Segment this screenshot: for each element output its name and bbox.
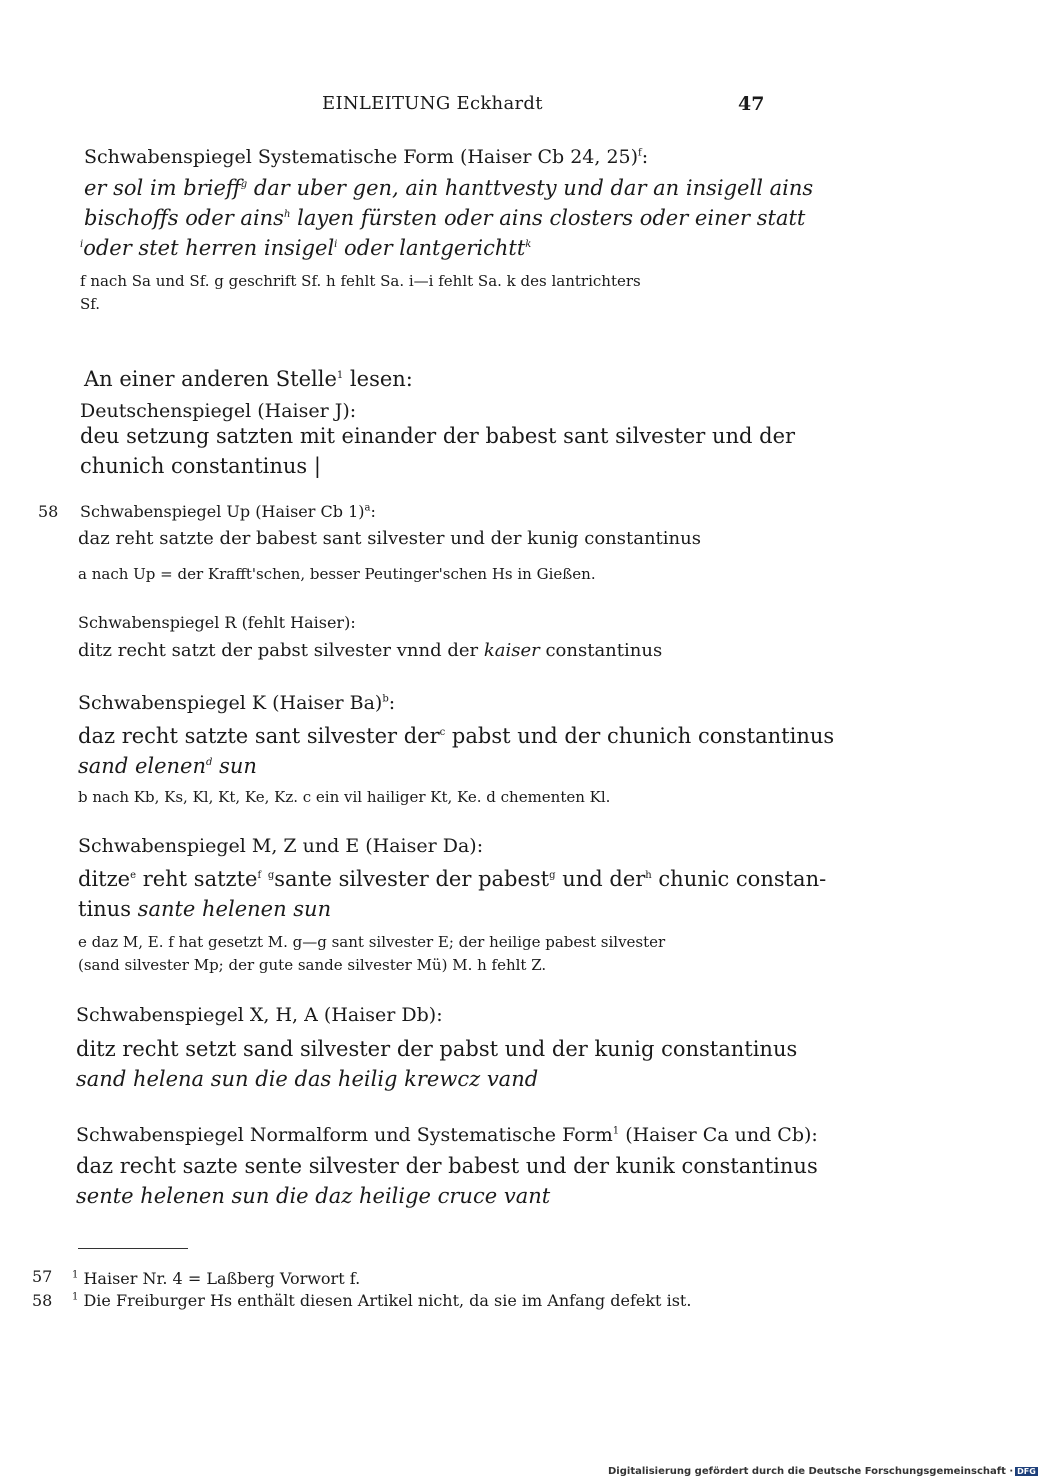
apparatus-note: a nach Up = der Krafft'schen, besser Peutinger'schen Hs in Gießen.	[78, 565, 596, 583]
apparatus-note: (sand silvester Mp; der gute sande silvester Mü) M. h fehlt Z.	[78, 956, 547, 974]
quote-line: ditz recht satzt der pabst silvester vnnd der kaiser constantinus	[78, 640, 663, 661]
quote-line: tinus sante helenen sun	[78, 897, 332, 921]
quote-line: ditz recht setzt sand silvester der pabst und der kunig constantinus	[76, 1037, 798, 1061]
quote-line: ditze$^e$ reht satzte$^f$ $^g$sante silvester der pabest$^g$ und der$^h$ chunic constan-	[78, 867, 827, 891]
footnote: $^1$ Die Freiburger Hs enthält diesen Artikel nicht, da sie im Anfang defekt ist.	[72, 1291, 692, 1310]
source-heading: Schwabenspiegel Normalform und Systematische Form$^1$ (Haiser Ca und Cb):	[76, 1124, 818, 1146]
quote-line: daz recht sazte sente silvester der babest und der kunik constantinus	[76, 1154, 818, 1178]
footnote-margin-number: 57	[32, 1267, 53, 1286]
intro-line: An einer anderen Stelle$^1$ lesen:	[84, 367, 413, 391]
source-heading: Schwabenspiegel R (fehlt Haiser):	[78, 613, 356, 632]
footnote: $^1$ Haiser Nr. 4 = Laßberg Vorwort f.	[72, 1269, 361, 1288]
margin-number: 58	[38, 502, 59, 521]
source-heading: Schwabenspiegel Up (Haiser Cb 1)$^a$:	[80, 502, 376, 521]
apparatus-note: e daz M, E. f hat gesetzt M. g—g sant silvester E; der heilige pabest silvester	[78, 933, 666, 951]
quote-line: sente helenen sun die daz heilige cruce vant	[76, 1184, 551, 1208]
source-heading: Schwabenspiegel Systematische Form (Haiser Cb 24, 25)$^f$:	[84, 146, 649, 168]
quote-line: daz reht satzte der babest sant silvester und der kunig constantinus	[78, 528, 701, 549]
apparatus-note: Sf.	[80, 295, 101, 313]
quote-line: chunich constantinus |	[80, 454, 321, 478]
quote-line: daz recht satzte sant silvester der$^c$ pabst und der chunich constantinus	[78, 724, 835, 748]
apparatus-note: b nach Kb, Ks, Kl, Kt, Ke, Kz. c ein vil hailiger Kt, Ke. d chementen Kl.	[78, 788, 611, 806]
digitization-credit: Digitalisierung gefördert durch die Deutsche Forschungsgemeinschaft · DFG	[608, 1466, 1036, 1477]
page-number: 47	[738, 93, 765, 115]
quote-line: deu setzung satzten mit einander der babest sant silvester und der	[80, 424, 796, 448]
running-header: EINLEITUNG Eckhardt	[322, 93, 543, 114]
apparatus-note: f nach Sa und Sf. g geschrift Sf. h fehlt Sa. i—i fehlt Sa. k des lantrichters	[80, 272, 641, 290]
quote-line: sand elenen$^d$ sun	[78, 754, 257, 778]
footnote-margin-number: 58	[32, 1291, 53, 1310]
quote-line: er sol im brieff$^g$ dar uber gen, ain hanttvesty und dar an insigell ains	[84, 176, 814, 200]
source-heading: Schwabenspiegel M, Z und E (Haiser Da):	[78, 835, 484, 857]
source-heading: Schwabenspiegel K (Haiser Ba)$^b$:	[78, 692, 396, 714]
source-heading: Schwabenspiegel X, H, A (Haiser Db):	[76, 1004, 443, 1026]
footnote-rule	[78, 1248, 188, 1249]
dfg-logo: DFG	[1017, 1467, 1036, 1476]
quote-line: bischoffs oder ains$^h$ layen fürsten oder ains closters oder einer statt	[84, 206, 806, 230]
quote-line: sand helena sun die das heilig krewcz vand	[76, 1067, 539, 1091]
quote-line: $^i$oder stet herren insigel$^i$ oder lantgerichtt$^k$	[80, 236, 532, 260]
source-heading: Deutschenspiegel (Haiser J):	[80, 400, 357, 422]
